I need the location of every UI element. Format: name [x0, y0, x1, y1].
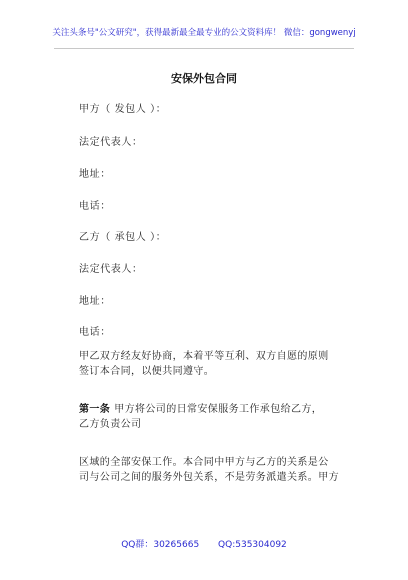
preamble-line: 甲乙双方经友好协商，本着平等互利、双方自愿的原则	[79, 351, 329, 362]
party-a-address: 地址：	[79, 169, 111, 180]
article-1-cont-line: 司与公司之间的服务外包关系，不是劳务派遣关系。甲方	[79, 472, 339, 483]
party-b-address: 地址：	[79, 296, 111, 307]
article-1-line: 乙方负责公司	[79, 419, 142, 430]
party-b-phone: 电话：	[79, 327, 111, 338]
header-divider	[54, 48, 354, 49]
preamble-line: 签订本合同，以便共同遵守。	[79, 366, 215, 377]
qq-group-text: QQ群：30265665	[121, 540, 200, 550]
article-1-text: 甲方将公司的日常安保服务工作承包给乙方，	[114, 404, 323, 415]
preamble-paragraph	[79, 349, 341, 379]
party-b-label: 乙方（ 承包人 ）：	[79, 232, 167, 243]
footer-contacts	[0, 537, 408, 550]
article-1-line	[79, 402, 341, 417]
article-1-cont-line: 区域的全部安保工作。本合同中甲方与乙方的关系是公	[79, 457, 329, 468]
article-1-paragraph	[79, 402, 341, 432]
qq-number-text: QQ:535304092	[218, 540, 287, 550]
article-1-heading: 第一条	[79, 404, 111, 415]
party-a-label: 甲方（ 发包人 ）：	[79, 104, 167, 115]
party-b-representative: 法定代表人：	[79, 264, 143, 275]
document-title: 安保外包合同	[171, 72, 237, 85]
party-a-phone: 电话：	[79, 201, 111, 212]
article-1-continuation	[79, 455, 341, 485]
party-a-representative: 法定代表人：	[79, 137, 143, 148]
header-banner: 关注头条号"公文研究"，获得最新最全最专业的公文资料库！ 微信：gongwenyj	[52, 28, 356, 38]
